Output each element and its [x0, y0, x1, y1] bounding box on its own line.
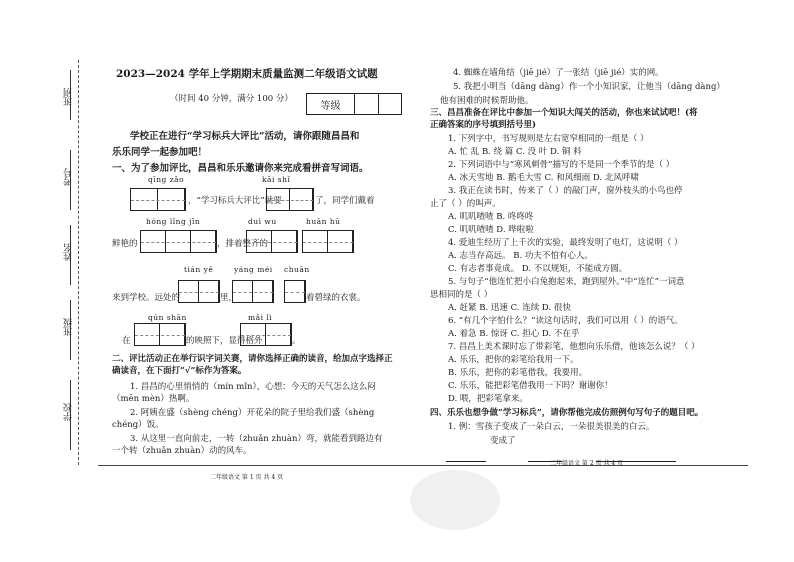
section-2-heading-2: 确读音，在下面打“√”标作为答案。: [112, 366, 247, 376]
row1-text-2: 了，同学们戴着: [315, 196, 375, 206]
s3-q5: 5. 与句子“他连忙把小白兔抱起来，跑到屋外。”中“连忙”一词意: [448, 277, 685, 287]
pinyin-chuan: chuān: [284, 265, 310, 274]
pinyin-tianye: tián yě: [184, 265, 214, 274]
s3-q3-line-2: 止了（ ）的叫声。: [430, 199, 501, 209]
row2-text-2: ，排着整齐的: [217, 239, 269, 249]
writing-box-huanhu[interactable]: [302, 230, 354, 253]
binding-line: [78, 60, 79, 465]
side-underline: [70, 300, 71, 360]
bottom-rule: [98, 465, 748, 466]
s3-q3: 3. 我正在读书时，传来了（ ）的敲门声，窗外枝头的小鸟也停: [448, 186, 683, 196]
writing-box-yangmei[interactable]: [232, 280, 274, 303]
side-label-class: 班级: [64, 318, 74, 336]
s3-q7-option-c: C. 乐乐，能把彩笔借我用一下吗？谢谢你！: [448, 381, 613, 391]
s2-q2-line-2: chéng）饭。: [112, 420, 164, 430]
s3-q1: 1. 下列字中，书写规则是左右宽窄相同的一组是（ ）: [448, 134, 649, 144]
writing-box-tianye[interactable]: [178, 280, 220, 303]
row1-text-1: ，“学习标兵大评比”就要: [188, 196, 282, 206]
row3-text-2: 里，: [220, 293, 238, 303]
side-underline: [70, 225, 71, 285]
s3-q4-options-1: A. 志当存高远。 B. 功夫不怕有心人。: [448, 251, 593, 261]
row4-text-1: 在: [122, 336, 131, 346]
side-label-school: 学校: [64, 403, 74, 421]
s3-q1-options: A. 忙 乱 B. 绕 篇 C. 没 叶 D. 铜 料: [448, 147, 582, 157]
s2-q1-line-2: （mēn mèn）热啊。: [112, 394, 195, 404]
grade-cell[interactable]: [355, 94, 379, 114]
s3-q6-options: A. 着急 B. 惊讶 C. 担心 D. 不在乎: [448, 329, 580, 339]
s3-q3-options-2: C. 叽叽喳喳 D. 哗啦啦: [448, 225, 534, 235]
side-label-exam-number: 考号: [64, 168, 74, 186]
pinyin-duiwu: duì wu: [248, 217, 277, 226]
side-underline: [70, 150, 71, 210]
exam-title: 2023—2024 学年上学期期末质量监测二年级语文试题: [116, 68, 378, 80]
writing-box-qunshan[interactable]: [134, 323, 186, 346]
section-3-heading: 三、昌昌准备在评比中参加一个知识大闯关的活动，你也来试试吧！(将: [430, 108, 698, 118]
side-label-name: 姓名: [64, 243, 74, 261]
pinyin-huanhu: huān hū: [306, 217, 341, 226]
side-label-class-number: 班别: [64, 88, 74, 106]
writing-box-chuan[interactable]: [284, 280, 306, 303]
s3-q7-option-d: D. 喂，把彩笔拿来。: [448, 394, 528, 404]
intro-line-1: 学校正在进行“学习标兵大评比”活动，请你跟随昌昌和: [130, 131, 360, 142]
s3-q2: 2. 下列词语中与“寒风刺骨”描写的不是同一个季节的是（ ）: [448, 160, 675, 170]
pinyin-yangmei: yáng méi: [234, 265, 273, 274]
s3-q7-option-a: A. 乐乐，把你的彩笔给我用一下。: [448, 355, 579, 365]
row2-text-1: 鲜艳的: [112, 239, 138, 249]
s3-q7: 7. 昌昌上美术课时忘了带彩笔，他想向乐乐借，他该怎么说？（ ）: [448, 342, 700, 352]
s3-q2-options: A. 冰天雪地 B. 鹅毛大雪 C. 和风细雨 D. 北风呼啸: [448, 173, 639, 183]
pinyin-honglingjin: hóng lǐng jīn: [146, 217, 201, 226]
s2-q1-line-1: 1. 昌昌的心里悄悄的（mín mǐn），心想：今天的天气怎么这么闷: [130, 382, 376, 392]
s3-q4-options-2: C. 有志者事竟成。 D. 不以规矩，不能成方圆。: [448, 264, 628, 274]
writing-box-kaishi[interactable]: [266, 188, 314, 211]
writing-box-honglingjin[interactable]: [140, 230, 217, 253]
s2-q4: 4. 蜘蛛在墙角结（jiē jié）了一张结（jiē jié）实的网。: [453, 68, 664, 78]
exam-subtitle: （时间 40 分钟，满分 100 分）: [170, 94, 293, 104]
section-3-heading-2: 正确答案的序号填到括号里): [430, 120, 537, 130]
s4-example: 1. 例：雪孩子变成了一朵白云，一朵很美很美的白云。: [448, 422, 655, 432]
s2-q3-line-2: 一个转（zhuǎn zhuàn）动的风车。: [112, 446, 252, 456]
grade-box: [306, 93, 402, 115]
section-2-heading: 二、评比活动正在举行识字词关赛，请你选择正确的读音，给加点字选择正: [112, 354, 393, 364]
s2-q2-line-1: 2. 阿姨在盛（shèng chéng）开花朵的院子里给我们盛（shèng: [130, 408, 375, 418]
s4-blank-1[interactable]: [446, 442, 486, 462]
grade-cell[interactable]: [379, 94, 401, 114]
writing-box-duiwu[interactable]: [246, 230, 298, 253]
s3-q5-line-2: 思相同的是（ ）: [430, 290, 493, 300]
s2-q5: 5. 我把小明当（dāng dàng）作一个小知识家，让他当（dāng dàng）: [453, 82, 725, 92]
s3-q7-option-b: B. 乐乐，把你的彩笔借我，我要用。: [448, 368, 588, 378]
row3-text-1: 来到学校。远处的: [112, 293, 181, 303]
s3-q4: 4. 爱迪生经历了上千次的实验，最终发明了电灯，这说明（ ）: [448, 238, 683, 248]
footer-right: 二年级语文 第 2 页 共 4 页: [550, 460, 624, 467]
s2-q3-line-1: 3. 从这里一直向前走，一转（zhuǎn zhuàn）弯，就能看到路边有: [130, 434, 383, 444]
pinyin-qingzao: qīng zǎo: [148, 175, 185, 184]
pinyin-maili: mǎi lì: [248, 313, 273, 322]
row3-text-3: 着碧绿的衣裳。: [306, 293, 366, 303]
section-1-heading: 一、为了参加评比，昌昌和乐乐邀请你来完成看拼音写词语。: [112, 163, 369, 174]
pinyin-kaishi: kāi shǐ: [262, 175, 291, 184]
side-underline: [70, 70, 71, 120]
footer-left: 二年级语文 第 1 页 共 4 页: [210, 474, 284, 481]
grade-label: 等级: [307, 94, 355, 114]
s3-q6: 6. “有几个字怕什么？”读这句话时，我们可以用（ ）的语气。: [448, 316, 683, 326]
writing-box-maili[interactable]: [240, 323, 292, 346]
row4-text-2: 的映照下，显得格外: [186, 336, 263, 346]
pinyin-qunshan: qún shān: [148, 313, 187, 322]
scan-smudge: [410, 470, 500, 530]
s3-q3-options-1: A. 叽叽喳喳 B. 咚咚咚: [448, 212, 534, 222]
writing-box-qingzao[interactable]: [130, 188, 186, 211]
s4-blank-text: 变成了: [490, 436, 516, 446]
s3-q5-options: A. 赶紧 B. 迅速 C. 连续 D. 很快: [448, 303, 571, 313]
side-underline: [70, 380, 71, 450]
intro-line-2: 乐乐同学一起参加吧！: [112, 147, 208, 158]
section-4-heading: 四、乐乐也想争做“学习标兵”，请你帮他完成仿照例句写句子的题目吧。: [430, 408, 704, 418]
s2-q5-line-2: 他有困难的时候帮助他。: [440, 96, 534, 106]
row4-text-3: 。: [292, 336, 301, 346]
